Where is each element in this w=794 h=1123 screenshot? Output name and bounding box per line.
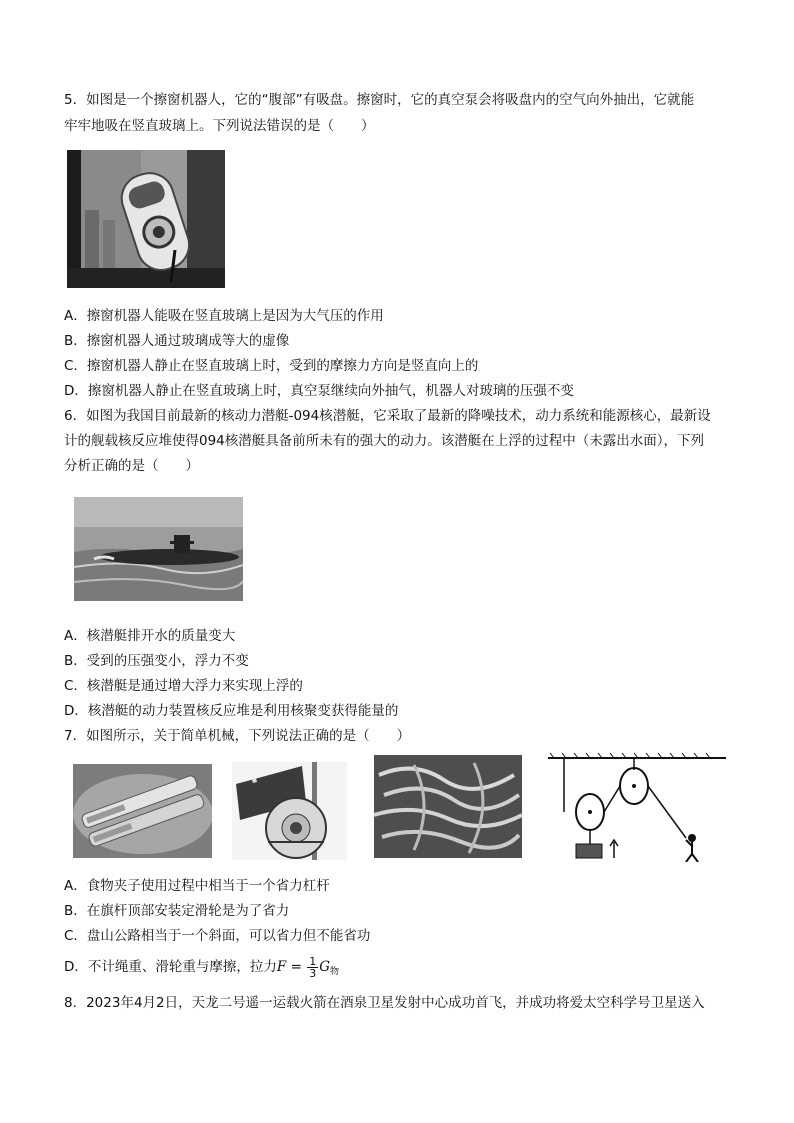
q7-option-d: [64, 954, 339, 985]
q5-stem-line1: 5．如图是一个擦窗机器人，它的“腹部”有吸盘。擦窗时，它的真空泵会将吸盘内的空气向外抽出，它就能: [64, 92, 695, 108]
q7-pulley-system-diagram: [546, 752, 728, 862]
q7-option-d-fraction: [307, 956, 318, 979]
fraction-numerator: 1: [309, 954, 317, 968]
q7-option-d-text: D．不计绳重、滑轮重与摩擦，拉力: [64, 959, 277, 975]
q6-stem-line2: 计的舰载核反应堆使得094核潜艇具备前所未有的强大的动力。该潜艇在上浮的过程中（未露出水面），下列: [64, 433, 705, 449]
q7-option-d-weight: G: [319, 959, 330, 975]
q6-option-b: B．受到的压强变小，浮力不变: [64, 653, 249, 669]
q7-option-b: B．在旗杆顶部安装定滑轮是为了省力: [64, 903, 290, 919]
q7-option-a: A．食物夹子使用过程中相当于一个省力杠杆: [64, 878, 330, 894]
q5-option-a: A．擦窗机器人能吸在竖直玻璃上是因为大气压的作用: [64, 308, 384, 324]
q5-option-b: B．擦窗机器人通过玻璃成等大的虚像: [64, 333, 290, 349]
q6-option-a: A．核潜艇排开水的质量变大: [64, 628, 236, 644]
q7-option-d-force: F: [276, 959, 287, 975]
q6-stem-line1: 6．如图为我国目前最新的核动力潜艇-094核潜艇，它采取了最新的降噪技术，动力系统和能源核心，最新设: [64, 408, 711, 424]
q7-food-tongs-photo: [73, 764, 212, 858]
q5-window-robot-photo: [67, 150, 225, 288]
q6-stem-line3: 分析正确的是（ ）: [64, 458, 199, 474]
fraction-denominator: 3: [309, 966, 317, 980]
q7-flagpole-pulley-photo: [232, 762, 347, 860]
q6-option-d: D．核潜艇的动力装置核反应堆是利用核聚变获得能量的: [64, 703, 399, 719]
q8-stem-line1: 8．2023年4月2日，天龙二号遥一运载火箭在酒泉卫星发射中心成功首飞，并成功将爱太空科学号卫星送入: [64, 995, 705, 1011]
q7-option-d-weight-subscript: 物: [329, 967, 339, 977]
q5-option-c: C．擦窗机器人静止在竖直玻璃上时，受到的摩擦力方向是竖直向上的: [64, 358, 479, 374]
q5-option-d: D．擦窗机器人静止在竖直玻璃上时，真空泵继续向外抽气，机器人对玻璃的压强不变: [64, 383, 574, 399]
q7-mountain-road-photo: [374, 755, 522, 858]
q7-option-d-equals: =: [286, 959, 307, 975]
q5-stem-line2: 牢牢地吸在竖直玻璃上。下列说法错误的是（ ）: [64, 118, 375, 134]
q6-submarine-photo: [74, 497, 243, 601]
q6-option-c: C．核潜艇是通过增大浮力来实现上浮的: [64, 678, 303, 694]
q7-stem: 7．如图所示，关于简单机械，下列说法正确的是（ ）: [64, 728, 411, 744]
q7-option-c: C．盘山公路相当于一个斜面，可以省力但不能省功: [64, 928, 371, 944]
